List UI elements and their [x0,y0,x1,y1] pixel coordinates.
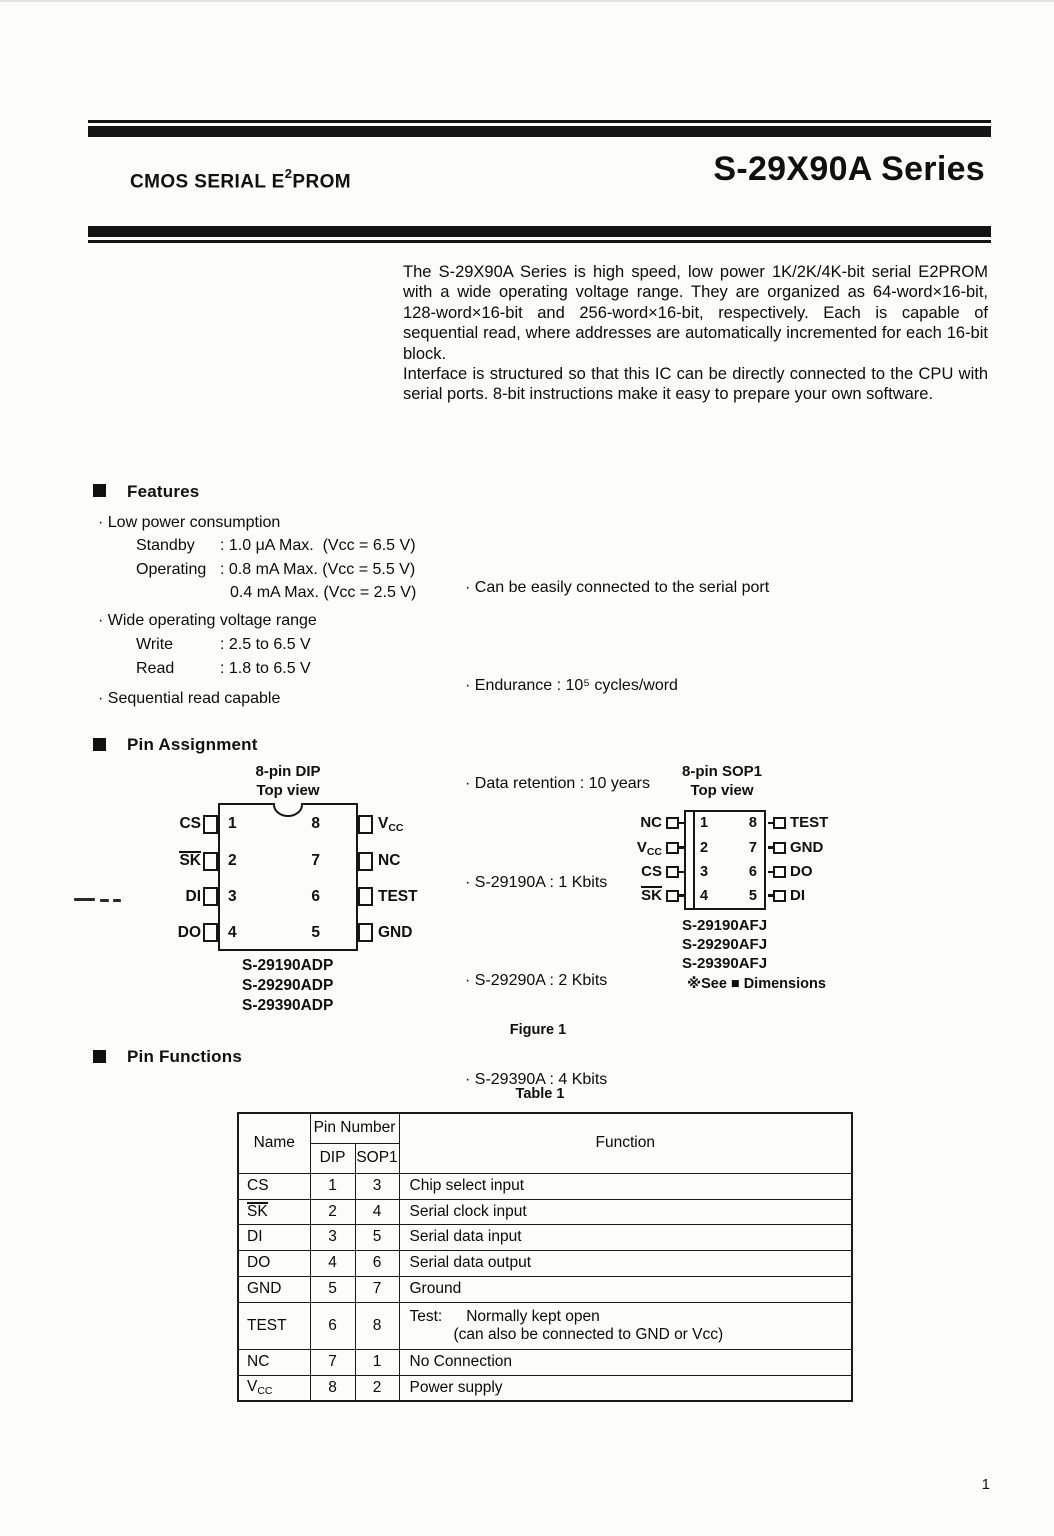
pin-assignment-section-title: Pin Assignment [127,735,258,754]
scan-artifact-dash [100,899,109,902]
feature-detail-row [136,584,416,608]
dip-pin-cell: 7 [310,1349,355,1375]
function-cell: Serial data output [399,1250,852,1276]
pin-label-text: DI [185,887,201,905]
dip-package-diagram [170,758,450,1018]
feature-item-low-power: · Low power consumption [98,514,281,531]
feature-item-s29290a: · S-29290A : 2 Kbits [465,972,608,990]
table-header-dip: DIP [310,1143,355,1173]
pin-name-base: V [247,1378,258,1396]
dip-pin-label-nc [378,851,400,871]
feature-voltage-details [136,636,311,683]
pin-functions-section-title: Pin Functions [127,1047,242,1066]
pin-name-overline: SK [247,1203,268,1220]
feature-detail-row [136,537,416,561]
header-rule-thin [88,240,991,243]
pin-label-text: SK [641,886,662,904]
top-rule-thin [88,120,991,123]
scan-artifact-dash [74,898,95,901]
function-line-2: (can also be connected to GND or Vcc) [453,1325,724,1343]
pin-label-subscript: CC [646,845,662,858]
product-family-title [130,168,351,193]
dip-pin-number: 6 [311,887,320,905]
dip-pin-cell: 8 [310,1375,355,1401]
detail-value: : 0.8 mA Max. (Vcc = 5.5 V) [220,560,416,578]
pin-functions-table [237,1112,853,1402]
dip-pin-cell: 5 [310,1276,355,1302]
dip-pin-label-gnd [378,923,412,943]
dip-pin-box [358,887,373,906]
pin-label-text: CS [641,863,662,880]
scan-artifact-dash [113,899,121,902]
dip-package-caption [218,762,358,800]
dip-pin-number: 5 [311,923,320,941]
table-caption: Table 1 [515,1086,565,1102]
dip-pin-cell: 3 [310,1224,355,1250]
pin-name-cell: DI [238,1224,310,1250]
sop-pin-stub [666,890,679,902]
feature-item-endurance: · Endurance : 10⁵ cycles/word [465,676,678,694]
model-number: S-29390AFJ [682,955,768,972]
pin-label-text: GND [790,838,824,856]
dip-chip-body [218,803,358,951]
dip-pin-box [203,815,218,834]
sop-pin-number: 6 [748,864,757,880]
sop-package-caption [642,762,802,800]
sop-pin-stub [773,817,786,829]
model-number: S-29290AFJ [682,936,768,953]
dip-pin-label-do [170,923,201,943]
table-row-cs [238,1173,852,1199]
detail-label: Standby [136,537,195,554]
sop1-pin-cell: 7 [355,1276,399,1302]
detail-value: : 1.0 μA Max. (Vcc = 6.5 V) [220,537,416,554]
table-header-name: Name [238,1113,310,1173]
sop-pin-label-gnd [790,838,823,858]
sop1-pin-cell: 8 [355,1302,399,1349]
page-number: 1 [981,1476,990,1493]
product-family-rest: PROM [292,171,352,193]
function-cell: Serial clock input [399,1199,852,1224]
pin-name-cell: TEST [238,1302,310,1349]
sop-package-name: 8-pin SOP1 [681,763,763,780]
pin-label-text: TEST [378,887,418,905]
dip-pin-cell: 6 [310,1302,355,1349]
pin-label-subscript: CC [388,822,404,834]
sop-pin-label-di [790,886,805,906]
model-number: S-29190ADP [242,957,334,974]
sop-pin-number: 4 [700,887,709,904]
sop-pin-stub [773,866,786,878]
dip-pin-box [203,923,218,942]
detail-value: : 2.5 to 6.5 V [220,636,311,653]
dip-pin-label-sk [170,851,201,871]
pin-label-text: CS [179,815,201,832]
sop1-pin-cell: 2 [355,1375,399,1401]
sop-pin-stub [666,842,679,854]
detail-label: Write [136,636,174,653]
table-row-gnd [238,1276,852,1302]
sop-pin-stub [773,890,786,902]
table-row-test [238,1302,852,1349]
function-cell: Ground [399,1276,852,1302]
function-line-1 [410,1308,852,1326]
detail-value: : 1.8 to 6.5 V [220,659,311,677]
sop-body-inner-line [693,812,695,908]
table-row-nc [238,1349,852,1375]
feature-low-power-details [136,537,416,608]
function-prefix: Test: [409,1307,443,1325]
feature-detail-row [136,660,311,684]
features-section-title: Features [127,482,200,501]
section-marker-icon [93,1050,106,1063]
feature-item-sequential-read: · Sequential read capable [98,690,281,707]
pin-name-cell: DO [238,1250,310,1276]
pin-label-text: DO [790,863,813,880]
dip-pin-box [358,852,373,871]
sop-pin-label-vcc [614,838,662,862]
dip-pin-label-vcc [378,814,404,838]
dip-pin-number: 1 [228,815,237,832]
table-header-row [238,1113,852,1143]
sop-pin-label-sk [614,886,662,906]
sop-pin-number: 5 [748,887,757,904]
function-main: Normally kept open [466,1307,600,1325]
function-cell [399,1302,852,1349]
dip-pin-label-test [378,887,418,907]
dip-pin-number: 4 [228,923,237,941]
pin-name-cell: GND [238,1276,310,1302]
function-cell: No Connection [399,1349,852,1375]
sop-pin-label-do [790,862,813,882]
feature-item-s29190a: · S-29190A : 1 Kbits [465,873,608,891]
sop-pin-number: 3 [700,864,709,880]
feature-detail-row [136,636,311,660]
function-cell: Chip select input [399,1173,852,1199]
intro-text [403,262,988,405]
pin-label-text: V [378,815,389,832]
intro-paragraph-2: Interface is structured so that this IC can be directly connected to the CPU with serial ports. 8-bit instructions make it easy to prepare your own software. [403,365,988,404]
sop1-pin-cell: 4 [355,1199,399,1224]
dip-package-view: Top view [256,782,320,799]
model-number: S-29290ADP [242,977,334,994]
section-marker-icon [93,484,106,497]
sop1-pin-cell: 6 [355,1250,399,1276]
dip-pin-number: 7 [311,852,320,869]
sop1-pin-cell: 5 [355,1224,399,1250]
pin-label-text: V [636,838,647,856]
product-family-superscript: 2 [284,166,293,181]
pin-name-cell: CS [238,1173,310,1199]
feature-item-voltage-range: · Wide operating voltage range [98,612,317,629]
series-title: S-29X90A Series [713,150,985,188]
sop-pin-label-test [790,813,828,833]
model-number: S-29390ADP [242,997,334,1014]
detail-value: 0.4 mA Max. (Vcc = 2.5 V) [230,584,417,601]
table-row-vcc [238,1375,852,1401]
dip-pin-label-di [170,887,201,907]
dip-pin-box [203,887,218,906]
section-marker-icon [93,738,106,751]
pin-name-cell [238,1375,310,1401]
function-cell: Serial data input [399,1224,852,1250]
pin-label-text: SK [179,852,201,869]
sop1-pin-cell: 3 [355,1173,399,1199]
pin-label-text: DO [177,923,201,941]
pin-name-subscript: CC [257,1385,273,1398]
dip-pin-cell: 4 [310,1250,355,1276]
sop-package-view: Top view [690,782,754,799]
dip-pin-cell: 1 [310,1173,355,1199]
dip-pin-number: 3 [228,887,237,905]
pin-label-text: NC [640,814,662,831]
dip-pin-label-cs [170,814,201,834]
sop-pin-stub [666,866,679,878]
detail-label: Operating [136,560,207,578]
sop-pin-label-cs [614,862,662,882]
intro-paragraph-1: The S-29X90A Series is high speed, low power 1K/2K/4K-bit serial E2PROM with a wide operating voltage range. They are organized as 64-word×16-bit, 128-word×16-bit and 256-word×16-bit, respectively. Each is capable of sequential read, where addresses are automatically incremented for each 16-bit block. [403,263,988,363]
sop-pin-number: 1 [700,815,709,831]
pin-label-text: GND [378,923,413,941]
header-rule-thick [88,226,991,237]
detail-label: Read [136,659,175,677]
pin-name-cell [238,1199,310,1224]
figure-caption: Figure 1 [509,1022,567,1038]
pin-label-text: DI [790,886,805,904]
top-rule-thick [88,126,991,137]
dip-model-numbers [242,956,333,1016]
scan-edge-artifact [0,0,1054,2]
table-header-function: Function [399,1113,852,1173]
sop-pin-stub [773,842,786,854]
dip-pin-cell: 2 [310,1199,355,1224]
feature-item-serial-port: · Can be easily connected to the serial port [465,578,770,596]
see-dimensions-note: ※See ■ Dimensions [687,976,826,992]
sop-model-numbers [682,916,767,973]
product-family-base: CMOS SERIAL E [130,171,285,193]
table-row-di [238,1224,852,1250]
model-number: S-29190AFJ [682,917,768,934]
sop-package-diagram [612,758,912,1008]
pin-label-text: NC [378,852,401,869]
dip-pin-number: 2 [228,852,237,869]
table-row-sk [238,1199,852,1224]
dip-pin-box [358,815,373,834]
sop-pin-number: 2 [700,839,709,856]
dip-pin-box [358,923,373,942]
dip-pin-box [203,852,218,871]
dip-package-name: 8-pin DIP [255,763,321,780]
table-header-pin-number: Pin Number [310,1113,399,1143]
feature-item-s29390a: · S-29390A : 4 Kbits [465,1070,608,1088]
sop-pin-number: 7 [748,839,757,856]
sop-pin-stub [666,817,679,829]
feature-detail-row [136,561,416,585]
table-row-do [238,1250,852,1276]
pin-label-text: TEST [790,814,829,831]
sop-pin-number: 8 [748,815,757,831]
dip-pin-number: 8 [311,815,320,832]
feature-item-retention: · Data retention : 10 years [465,775,650,793]
table-header-sop1: SOP1 [355,1143,399,1173]
sop1-pin-cell: 1 [355,1349,399,1375]
sop-pin-label-nc [614,813,662,833]
pin-name-cell: NC [238,1349,310,1375]
function-cell: Power supply [399,1375,852,1401]
